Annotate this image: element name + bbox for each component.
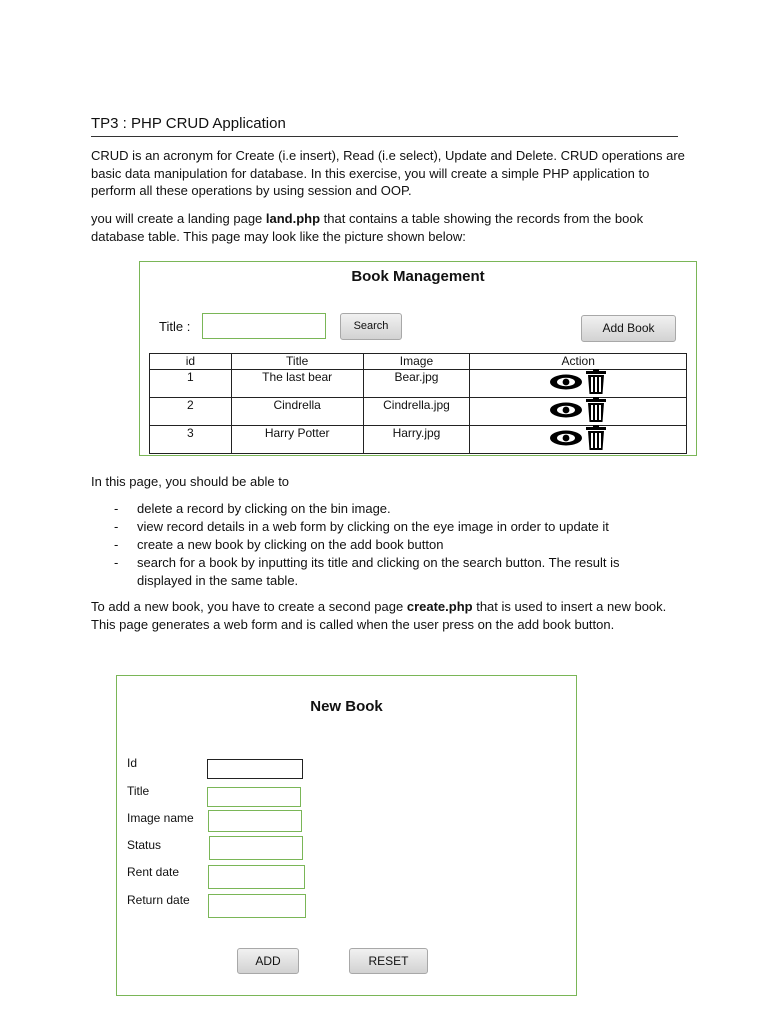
land-php-filename: land.php bbox=[265, 211, 321, 226]
trash-icon[interactable] bbox=[584, 397, 608, 423]
status-label: Status bbox=[127, 838, 162, 852]
title-field[interactable] bbox=[207, 787, 301, 807]
return-date-field[interactable] bbox=[208, 894, 306, 918]
cell-image: Bear.jpg bbox=[363, 370, 470, 398]
list-item-text: view record details in a web form by clicking on the eye image in order to update it bbox=[137, 519, 609, 534]
rent-date-field[interactable] bbox=[208, 865, 305, 889]
new-book-mockup bbox=[116, 675, 577, 996]
list-item-text: search for a book by inputting its title and clicking on the search button. The result is displayed in the same table. bbox=[137, 555, 620, 588]
cell-title: Cindrella bbox=[231, 398, 363, 426]
cell-image: Cindrella.jpg bbox=[363, 398, 470, 426]
cell-image: Harry.jpg bbox=[363, 426, 470, 454]
create-text-2: that is used to insert a new book. This page generates a web form and is called when the user press on the add book button. bbox=[91, 599, 667, 632]
table-row bbox=[150, 426, 687, 454]
trash-icon[interactable] bbox=[584, 369, 608, 395]
eye-icon[interactable] bbox=[548, 370, 584, 394]
title-label: Title bbox=[127, 784, 150, 798]
add-book-button[interactable]: Add Book bbox=[581, 315, 676, 342]
title-search-label: Title : bbox=[159, 319, 191, 334]
column-header-title: Title bbox=[231, 354, 363, 370]
new-book-heading: New Book bbox=[310, 698, 383, 715]
table-row bbox=[150, 398, 687, 426]
eye-icon[interactable] bbox=[548, 426, 584, 450]
cell-title: Harry Potter bbox=[231, 426, 363, 454]
landing-text-1: you will create a landing page bbox=[91, 211, 266, 226]
image-name-field[interactable] bbox=[208, 810, 302, 832]
list-item-text: delete a record by clicking on the bin image. bbox=[137, 501, 391, 516]
table-header-row bbox=[150, 354, 687, 370]
title-search-input[interactable] bbox=[202, 313, 326, 339]
trash-icon[interactable] bbox=[584, 425, 608, 451]
image-name-label: Image name bbox=[127, 811, 194, 825]
landing-paragraph bbox=[91, 210, 691, 245]
add-button[interactable]: ADD bbox=[237, 948, 299, 974]
create-text-1: To add a new book, you have to create a second page bbox=[91, 599, 407, 614]
book-management-heading: Book Management bbox=[351, 268, 485, 285]
book-management-mockup bbox=[139, 261, 697, 456]
instructions-list: - delete a record by clicking on the bin image. - view record details in a web form by clicking on the eye image in order to update it - create a new book by clicking on the add book button - search for a book by inputting its title and clicking on the search button. The result is displayed in the same table. bbox=[91, 500, 651, 590]
search-button[interactable]: Search bbox=[340, 313, 402, 340]
create-php-filename: create.php bbox=[406, 599, 473, 614]
column-header-image: Image bbox=[363, 354, 470, 370]
intro-paragraph: CRUD is an acronym for Create (i.e insert), Read (i.e select), Update and Delete. CRUD operations are basic data manipulation for database. In this exercise, you will create a simple PHP application to perform all these operations by using session and OOP. bbox=[91, 148, 685, 198]
cell-id: 3 bbox=[150, 426, 232, 454]
eye-icon[interactable] bbox=[548, 398, 584, 422]
cell-action bbox=[470, 426, 687, 454]
instructions-lead: In this page, you should be able to bbox=[91, 474, 290, 489]
cell-action bbox=[470, 398, 687, 426]
column-header-action: Action bbox=[470, 354, 687, 370]
status-field[interactable] bbox=[209, 836, 303, 860]
cell-action bbox=[470, 370, 687, 398]
column-header-id: id bbox=[150, 354, 232, 370]
return-date-label: Return date bbox=[127, 893, 190, 907]
rent-date-label: Rent date bbox=[127, 865, 180, 879]
reset-button[interactable]: RESET bbox=[349, 948, 428, 974]
cell-id: 2 bbox=[150, 398, 232, 426]
table-row bbox=[150, 370, 687, 398]
books-table bbox=[149, 353, 687, 454]
id-field[interactable] bbox=[207, 759, 303, 779]
cell-title: The last bear bbox=[231, 370, 363, 398]
cell-id: 1 bbox=[150, 370, 232, 398]
list-item-text: create a new book by clicking on the add book button bbox=[137, 537, 444, 552]
document-title: TP3 : PHP CRUD Application bbox=[91, 115, 678, 137]
landing-text-2: that contains a table showing the records from the book database table. This page may look like the picture shown below: bbox=[91, 211, 644, 244]
id-label: Id bbox=[127, 756, 138, 770]
create-paragraph bbox=[91, 598, 691, 633]
